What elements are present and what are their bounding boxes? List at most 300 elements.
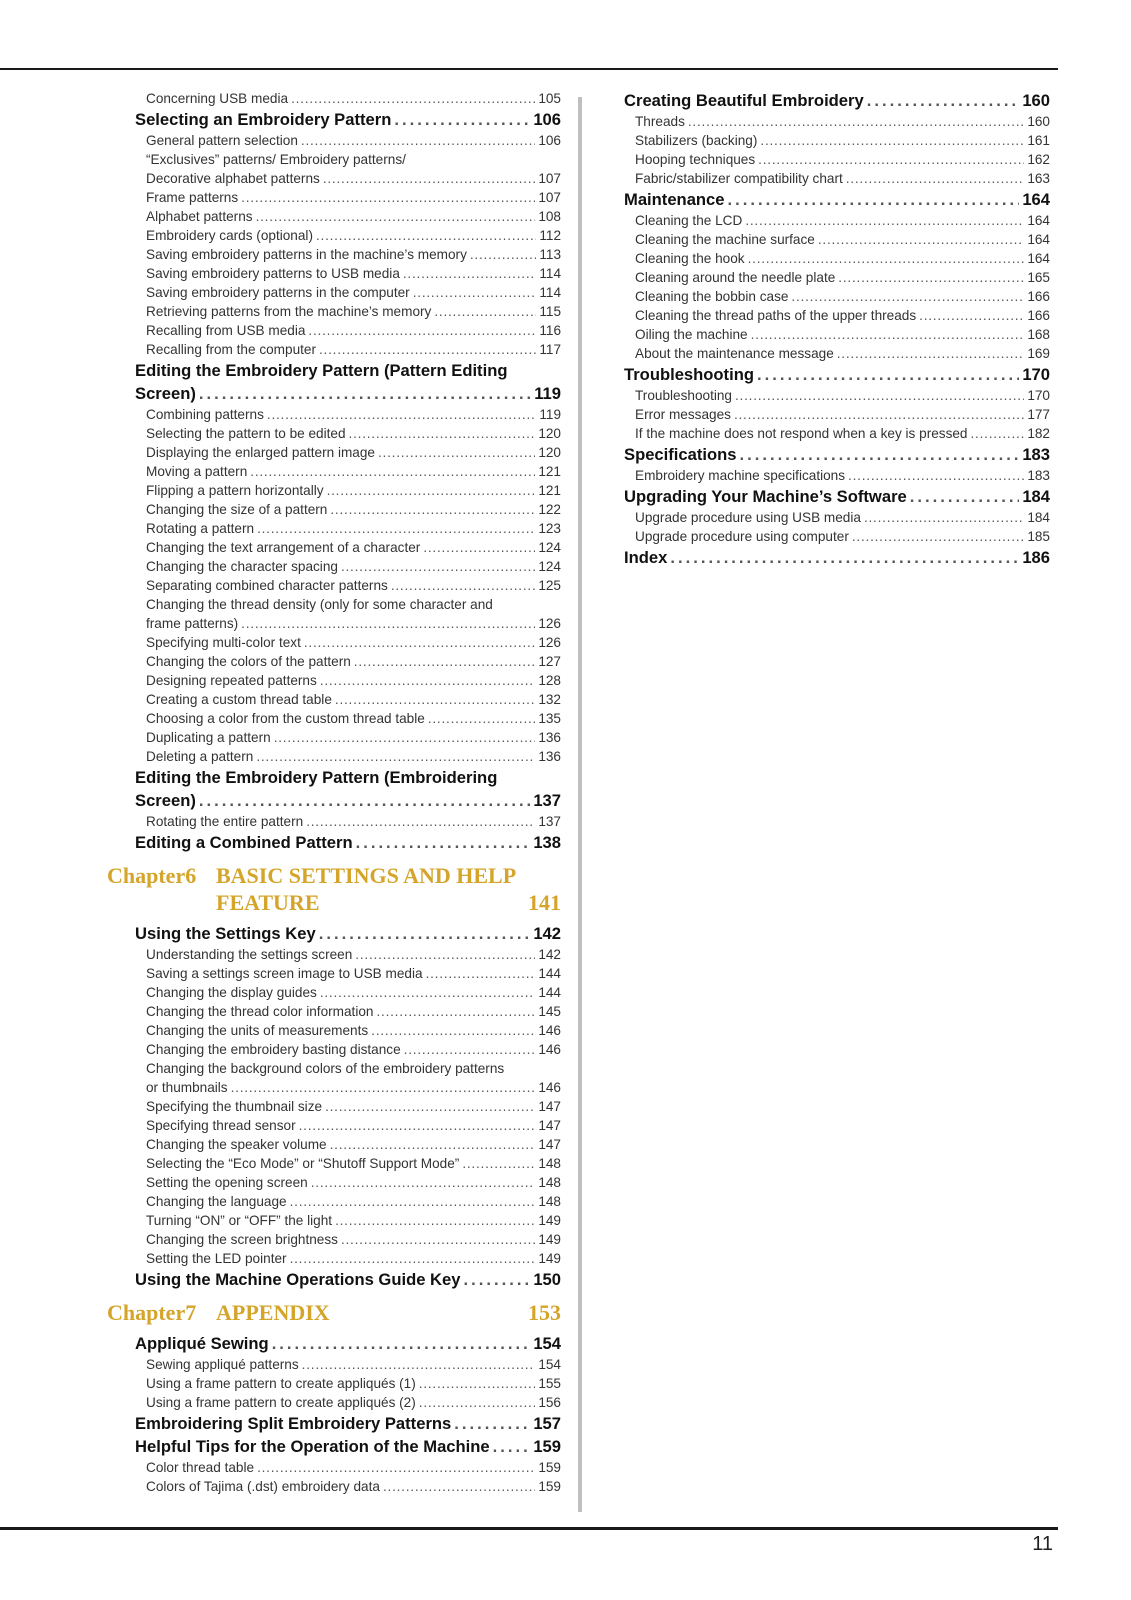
entry-line xyxy=(146,1116,561,1135)
toc-subentry xyxy=(146,1230,561,1249)
toc-section-entry xyxy=(135,922,561,945)
entry-title-continued: Screen) xyxy=(135,384,196,403)
entry-line xyxy=(146,188,561,207)
entry-title: Troubleshooting xyxy=(624,365,754,384)
dot-leader xyxy=(419,1393,536,1412)
entry-line xyxy=(146,283,561,302)
top-rule xyxy=(0,68,1058,70)
toc-subentry xyxy=(146,747,561,766)
toc-section-entry xyxy=(624,363,1050,386)
entry-page: 183 xyxy=(1022,445,1050,464)
entry-page: 162 xyxy=(1027,152,1050,167)
dot-leader xyxy=(335,690,535,709)
toc-subentry xyxy=(635,230,1050,249)
toc-subentry xyxy=(146,557,561,576)
entry-line xyxy=(635,508,1050,527)
entry-page: 148 xyxy=(538,1194,561,1209)
entry-line xyxy=(146,340,561,359)
toc-subentry xyxy=(146,1393,561,1412)
toc-subentry xyxy=(146,812,561,831)
dot-leader xyxy=(971,424,1025,443)
toc-subentry xyxy=(146,1059,561,1097)
entry-title: Color thread table xyxy=(146,1460,255,1475)
chapter-title: APPENDIX xyxy=(216,1300,330,1325)
toc-section-entry xyxy=(135,1332,561,1355)
entry-line xyxy=(146,728,561,747)
toc-subentry xyxy=(146,633,561,652)
dot-leader xyxy=(341,557,535,576)
entry-page: 125 xyxy=(538,578,561,593)
entry-title: Specifying the thumbnail size xyxy=(146,1099,323,1114)
toc-subentry xyxy=(146,1021,561,1040)
entry-title: Changing the thread color information xyxy=(146,1004,374,1019)
entry-page: 170 xyxy=(1027,388,1050,403)
entry-title: Cleaning the hook xyxy=(635,251,745,266)
entry-page: 161 xyxy=(1027,133,1050,148)
entry-line xyxy=(146,1002,561,1021)
entry-title-continued: Decorative alphabet patterns xyxy=(146,171,320,186)
entry-line xyxy=(146,557,561,576)
entry-line xyxy=(635,249,1050,268)
dot-leader xyxy=(330,500,535,519)
entry-title: Fabric/stabilizer compatibility chart xyxy=(635,171,843,186)
toc-subentry xyxy=(146,595,561,633)
dot-leader xyxy=(394,108,530,131)
dot-leader xyxy=(256,747,535,766)
entry-page: 155 xyxy=(538,1376,561,1391)
dot-leader xyxy=(257,1458,535,1477)
entry-line xyxy=(635,386,1050,405)
entry-line xyxy=(146,671,561,690)
toc-subentry xyxy=(635,131,1050,150)
toc-subentry xyxy=(635,287,1050,306)
dot-leader xyxy=(758,150,1024,169)
entry-line xyxy=(146,1021,561,1040)
chapter-label: Chapter7 xyxy=(107,1300,197,1325)
dot-leader xyxy=(301,131,535,150)
entry-page: 126 xyxy=(538,635,561,650)
entry-page: 113 xyxy=(539,247,561,262)
entry-title: Selecting an Embroidery Pattern xyxy=(135,110,392,129)
entry-title: Cleaning the machine surface xyxy=(635,232,815,247)
dot-leader xyxy=(355,945,535,964)
entry-page: 163 xyxy=(1027,171,1050,186)
entry-page: 169 xyxy=(1027,346,1050,361)
toc-section-entry xyxy=(624,443,1050,466)
entry-title: Sewing appliqué patterns xyxy=(146,1357,299,1372)
toc-subentry xyxy=(146,945,561,964)
toc-subentry xyxy=(146,576,561,595)
entry-line xyxy=(635,344,1050,363)
toc-subentry xyxy=(635,306,1050,325)
entry-title: Troubleshooting xyxy=(635,388,732,403)
toc-subentry xyxy=(146,302,561,321)
entry-page: 107 xyxy=(538,190,561,205)
entry-page: 154 xyxy=(533,1334,561,1353)
entry-line xyxy=(146,519,561,538)
entry-title: Changing the speaker volume xyxy=(146,1137,327,1152)
entry-title: About the maintenance message xyxy=(635,346,834,361)
entry-line xyxy=(146,405,561,424)
toc-subentry xyxy=(635,169,1050,188)
toc-subentry xyxy=(146,1116,561,1135)
entry-page: 147 xyxy=(538,1099,561,1114)
entry-line xyxy=(146,443,561,462)
entry-page: 120 xyxy=(538,426,561,441)
entry-title-continued: frame patterns) xyxy=(146,616,239,631)
chapter-page: 141 xyxy=(528,890,561,915)
entry-page: 106 xyxy=(533,110,561,129)
entry-line xyxy=(146,207,561,226)
dot-leader xyxy=(272,1332,531,1355)
entry-title: Recalling from USB media xyxy=(146,323,306,338)
entry-line xyxy=(146,89,561,108)
entry-title: Choosing a color from the custom thread table xyxy=(146,711,425,726)
entry-page: 112 xyxy=(539,228,561,243)
entry-page: 147 xyxy=(538,1137,561,1152)
toc-subentry xyxy=(146,89,561,108)
entry-page: 105 xyxy=(538,91,561,106)
entry-line xyxy=(146,226,561,245)
entry-title: Changing the embroidery basting distance xyxy=(146,1042,401,1057)
dot-leader xyxy=(311,1173,536,1192)
entry-title: Editing a Combined Pattern xyxy=(135,833,353,852)
toc-subentry xyxy=(635,211,1050,230)
entry-page: 149 xyxy=(538,1213,561,1228)
entry-title: Turning “ON” or “OFF” the light xyxy=(146,1213,333,1228)
dot-leader xyxy=(349,424,536,443)
entry-page: 137 xyxy=(533,791,561,810)
toc-subentry xyxy=(635,508,1050,527)
chapter-heading xyxy=(107,1299,561,1326)
dot-leader xyxy=(267,405,536,424)
entry-page: 146 xyxy=(538,1080,561,1095)
dot-leader xyxy=(463,1268,530,1291)
entry-line xyxy=(135,789,561,812)
toc-subentry xyxy=(146,964,561,983)
toc-subentry xyxy=(146,1249,561,1268)
entry-title: Cleaning the bobbin case xyxy=(635,289,789,304)
toc-subentry xyxy=(146,207,561,226)
entry-title: Appliqué Sewing xyxy=(135,1334,269,1353)
entry-page: 127 xyxy=(538,654,561,669)
entry-title: Cleaning the LCD xyxy=(635,213,743,228)
entry-title: Cleaning around the needle plate xyxy=(635,270,836,285)
dot-leader xyxy=(745,211,1024,230)
toc-subentry xyxy=(146,500,561,519)
dot-leader xyxy=(403,264,536,283)
toc-subentry xyxy=(146,728,561,747)
entry-title: Specifying thread sensor xyxy=(146,1118,296,1133)
dot-leader xyxy=(757,363,1019,386)
toc-subentry xyxy=(146,405,561,424)
entry-page: 184 xyxy=(1027,510,1050,525)
entry-line xyxy=(635,287,1050,306)
entry-title: Rotating the entire pattern xyxy=(146,814,304,829)
entry-line xyxy=(146,1230,561,1249)
entry-page: 116 xyxy=(539,323,561,338)
entry-title: Helpful Tips for the Operation of the Machine xyxy=(135,1437,490,1456)
chapter-title-continued: FEATURE xyxy=(216,890,320,915)
toc-subentry xyxy=(146,519,561,538)
entry-title-continued: Screen) xyxy=(135,791,196,810)
toc-subentry xyxy=(146,1154,561,1173)
entry-title: Editing the Embroidery Pattern (Pattern Editing xyxy=(135,361,508,380)
entry-page: 159 xyxy=(533,1437,561,1456)
entry-page: 144 xyxy=(538,985,561,1000)
entry-title: Rotating a pattern xyxy=(146,521,255,536)
entry-line xyxy=(146,690,561,709)
entry-title: Saving embroidery patterns in the machine’s memory xyxy=(146,247,467,262)
toc-subentry xyxy=(635,466,1050,485)
entry-line xyxy=(146,1154,561,1173)
dot-leader xyxy=(323,169,536,188)
dot-leader xyxy=(919,306,1024,325)
entry-title: Specifications xyxy=(624,445,737,464)
entry-line xyxy=(635,466,1050,485)
toc-subentry xyxy=(146,321,561,340)
entry-line xyxy=(146,1192,561,1211)
dot-leader xyxy=(428,709,535,728)
entry-line xyxy=(146,1211,561,1230)
dot-leader xyxy=(454,1412,530,1435)
entry-page: 146 xyxy=(538,1042,561,1057)
entry-page: 149 xyxy=(538,1232,561,1247)
dot-leader xyxy=(304,633,535,652)
entry-page: 157 xyxy=(533,1414,561,1433)
dot-leader xyxy=(341,1230,535,1249)
entry-line xyxy=(146,245,561,264)
entry-page: 154 xyxy=(538,1357,561,1372)
bottom-rule xyxy=(0,1527,1058,1530)
entry-page: 107 xyxy=(538,171,561,186)
entry-title: Saving a settings screen image to USB media xyxy=(146,966,423,981)
entry-title: General pattern selection xyxy=(146,133,298,148)
dot-leader xyxy=(354,652,536,671)
entry-page: 128 xyxy=(538,673,561,688)
dot-leader xyxy=(728,188,1020,211)
entry-page: 117 xyxy=(539,342,561,357)
toc-subentry xyxy=(146,671,561,690)
dot-leader xyxy=(250,462,535,481)
toc-section-entry xyxy=(135,359,561,405)
entry-title: Changing the thread density (only for some character and xyxy=(146,597,493,612)
entry-title: Using a frame pattern to create appliqués (1) xyxy=(146,1376,416,1391)
toc-subentry xyxy=(146,1458,561,1477)
entry-line xyxy=(635,306,1050,325)
chapter-title: BASIC SETTINGS AND HELP xyxy=(216,863,517,888)
entry-title: Understanding the settings screen xyxy=(146,947,353,962)
entry-line xyxy=(146,169,561,188)
entry-line xyxy=(146,1040,561,1059)
entry-line xyxy=(624,485,1050,508)
dot-leader xyxy=(470,245,536,264)
entry-line xyxy=(146,1355,561,1374)
entry-page: 119 xyxy=(539,407,561,422)
toc-section-entry xyxy=(135,766,561,812)
entry-page: 164 xyxy=(1027,232,1050,247)
entry-title: Concerning USB media xyxy=(146,91,289,106)
entry-page: 114 xyxy=(539,285,561,300)
entry-line xyxy=(146,576,561,595)
toc-subentry xyxy=(635,344,1050,363)
entry-line xyxy=(146,500,561,519)
toc-subentry xyxy=(146,983,561,1002)
entry-line xyxy=(635,325,1050,344)
toc-section-entry xyxy=(135,831,561,854)
entry-line xyxy=(146,1477,561,1496)
toc-section-entry xyxy=(135,1268,561,1291)
dot-leader xyxy=(434,302,536,321)
entry-title: Embroidery cards (optional) xyxy=(146,228,313,243)
toc-subentry xyxy=(146,264,561,283)
toc-subentry xyxy=(146,1211,561,1230)
entry-title: Changing the size of a pattern xyxy=(146,502,328,517)
entry-page: 121 xyxy=(538,483,561,498)
entry-title: Stabilizers (backing) xyxy=(635,133,758,148)
entry-page: 165 xyxy=(1027,270,1050,285)
toc-section-entry xyxy=(135,108,561,131)
toc-subentry xyxy=(146,131,561,150)
dot-leader xyxy=(302,1355,536,1374)
entry-line xyxy=(146,964,561,983)
dot-leader xyxy=(327,481,536,500)
entry-page: 168 xyxy=(1027,327,1050,342)
entry-title: Duplicating a pattern xyxy=(146,730,271,745)
chapter-title-block xyxy=(216,1299,561,1326)
dot-leader xyxy=(299,1116,536,1135)
toc-subentry xyxy=(635,112,1050,131)
entry-line xyxy=(146,1374,561,1393)
entry-title: Changing the display guides xyxy=(146,985,317,1000)
toc-subentry xyxy=(635,527,1050,546)
entry-title: Frame patterns xyxy=(146,190,239,205)
dot-leader xyxy=(378,443,535,462)
entry-line xyxy=(635,112,1050,131)
entry-line xyxy=(624,443,1050,466)
entry-page: 138 xyxy=(533,833,561,852)
dot-leader xyxy=(837,344,1025,363)
entry-title: Specifying multi-color text xyxy=(146,635,301,650)
chapter-title-line xyxy=(216,889,561,916)
entry-page: 114 xyxy=(539,266,561,281)
entry-page: 124 xyxy=(538,559,561,574)
toc-subentry xyxy=(146,1477,561,1496)
dot-leader xyxy=(274,728,536,747)
entry-page: 147 xyxy=(538,1118,561,1133)
chapter-label: Chapter6 xyxy=(107,863,197,888)
entry-title: Maintenance xyxy=(624,190,725,209)
entry-title: Deleting a pattern xyxy=(146,749,254,764)
entry-line xyxy=(635,527,1050,546)
dot-leader xyxy=(376,1002,535,1021)
entry-page: 170 xyxy=(1022,365,1050,384)
column-divider xyxy=(578,97,582,1512)
entry-title: Designing repeated patterns xyxy=(146,673,317,688)
toc-subentry xyxy=(635,386,1050,405)
entry-page: 120 xyxy=(538,445,561,460)
dot-leader xyxy=(371,1021,535,1040)
entry-page: 160 xyxy=(1022,91,1050,110)
entry-line xyxy=(146,633,561,652)
dot-leader xyxy=(751,325,1025,344)
entry-page: 150 xyxy=(533,1270,561,1289)
dot-leader xyxy=(864,508,1024,527)
entry-page: 144 xyxy=(538,966,561,981)
dot-leader xyxy=(335,1211,535,1230)
entry-line xyxy=(146,321,561,340)
dot-leader xyxy=(848,466,1024,485)
entry-line xyxy=(135,922,561,945)
dot-leader xyxy=(290,1192,536,1211)
entry-line xyxy=(146,747,561,766)
entry-title: Changing the screen brightness xyxy=(146,1232,338,1247)
dot-leader xyxy=(320,671,536,690)
entry-title: Selecting the “Eco Mode” or “Shutoff Support Mode” xyxy=(146,1156,460,1171)
entry-page: 126 xyxy=(538,616,561,631)
entry-page: 136 xyxy=(538,730,561,745)
entry-line xyxy=(146,652,561,671)
entry-title: Embroidering Split Embroidery Patterns xyxy=(135,1414,452,1433)
entry-page: 135 xyxy=(538,711,561,726)
toc-subentry xyxy=(146,690,561,709)
dot-leader xyxy=(910,485,1020,508)
entry-title: Moving a pattern xyxy=(146,464,248,479)
entry-page: 159 xyxy=(538,1460,561,1475)
entry-line xyxy=(635,131,1050,150)
dot-leader xyxy=(199,789,530,812)
entry-title: Combining patterns xyxy=(146,407,264,422)
entry-page: 124 xyxy=(538,540,561,555)
toc-section-entry xyxy=(135,1435,561,1458)
toc-section-entry xyxy=(624,485,1050,508)
entry-line xyxy=(146,1249,561,1268)
toc-section-entry xyxy=(624,546,1050,569)
dot-leader xyxy=(760,131,1024,150)
toc-section-entry xyxy=(624,89,1050,112)
chapter-title-block xyxy=(216,862,561,916)
toc-subentry xyxy=(146,150,561,188)
dot-leader xyxy=(290,1249,536,1268)
toc-subentry xyxy=(635,325,1050,344)
entry-page: 164 xyxy=(1027,251,1050,266)
chapter-page: 153 xyxy=(528,1300,561,1325)
toc-subentry xyxy=(146,1355,561,1374)
entry-title: Creating a custom thread table xyxy=(146,692,332,707)
dot-leader xyxy=(308,321,536,340)
entry-page: 136 xyxy=(538,749,561,764)
dot-leader xyxy=(426,964,536,983)
entry-line xyxy=(146,264,561,283)
dot-leader xyxy=(846,169,1025,188)
toc-subentry xyxy=(146,1097,561,1116)
entry-line xyxy=(146,302,561,321)
toc-subentry xyxy=(146,1173,561,1192)
toc-subentry xyxy=(146,424,561,443)
toc-subentry xyxy=(146,538,561,557)
dot-leader xyxy=(306,812,535,831)
toc-subentry xyxy=(146,462,561,481)
dot-leader xyxy=(319,922,531,945)
entry-page: 148 xyxy=(538,1156,561,1171)
dot-leader xyxy=(867,89,1020,112)
entry-title: Separating combined character patterns xyxy=(146,578,388,593)
entry-line xyxy=(635,211,1050,230)
entry-page: 177 xyxy=(1027,407,1050,422)
page-number: 11 xyxy=(1032,1533,1053,1555)
dot-leader xyxy=(231,1078,536,1097)
entry-line xyxy=(135,108,561,131)
